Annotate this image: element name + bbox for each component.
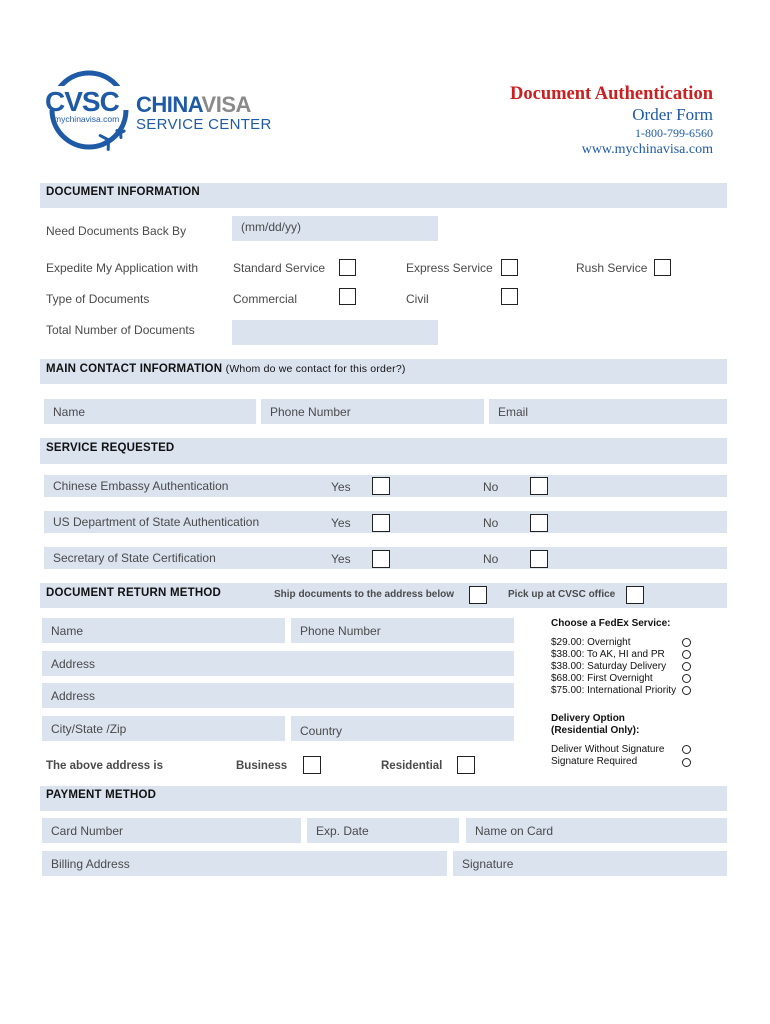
return-country-placeholder: Country — [300, 724, 343, 738]
logo — [42, 68, 292, 158]
contact-name-placeholder: Name — [53, 404, 86, 419]
state-dept-no-checkbox[interactable] — [530, 514, 548, 532]
form-subtitle: Order Form — [632, 105, 713, 124]
secretary-yes-checkbox[interactable] — [372, 550, 390, 568]
doc-info-heading: DOCUMENT INFORMATION — [46, 186, 200, 198]
phone-number: 1-800-799-6560 — [635, 126, 713, 140]
above-address-label: The above address is — [46, 760, 163, 772]
return-city-field[interactable] — [42, 716, 285, 741]
service-yes-label: Yes — [331, 480, 351, 494]
fedex-option-label: $38.00: To AK, HI and PR — [551, 649, 665, 660]
fedex-option-label: $68.00: First Overnight — [551, 673, 653, 684]
back-by-placeholder: (mm/dd/yy) — [241, 220, 301, 234]
logo-subtitle: SERVICE CENTER — [136, 116, 272, 133]
embassy-no-checkbox[interactable] — [530, 477, 548, 495]
secretary-no-checkbox[interactable] — [530, 550, 548, 568]
service-row-label: Secretary of State Certification — [53, 551, 216, 565]
service-no-label: No — [483, 516, 499, 530]
logo-name — [136, 92, 251, 118]
service-yes-label: Yes — [331, 516, 351, 530]
ship-below-label: Ship documents to the address below — [274, 589, 455, 600]
total-documents-label: Total Number of Documents — [46, 323, 195, 337]
delivery-option-subheading: (Residential Only): — [551, 725, 640, 736]
civil-checkbox[interactable] — [501, 288, 518, 305]
return-address2-field[interactable] — [42, 683, 514, 708]
return-phone-field[interactable] — [291, 618, 514, 643]
delivery-option-radio[interactable] — [682, 745, 691, 754]
service-yes-label: Yes — [331, 552, 351, 566]
pickup-label: Pick up at CVSC office — [508, 589, 616, 600]
delivery-option-radio[interactable] — [682, 758, 691, 767]
card-number-placeholder: Card Number — [51, 823, 124, 838]
logo-name-visa: VISA — [201, 92, 251, 117]
delivery-option-heading: Delivery Option — [551, 713, 625, 724]
return-country-field[interactable] — [291, 716, 514, 741]
fedex-option-radio[interactable] — [682, 686, 691, 695]
return-name-placeholder: Name — [51, 623, 84, 638]
business-label: Business — [236, 760, 288, 772]
exp-date-field[interactable] — [307, 818, 459, 843]
name-on-card-field[interactable] — [466, 818, 727, 843]
logo-name-china: CHINA — [136, 92, 202, 117]
contact-phone-field[interactable] — [261, 399, 484, 424]
return-address1-placeholder: Address — [51, 656, 96, 671]
delivery-option-label: Signature Required — [551, 756, 638, 767]
contact-heading — [46, 363, 406, 375]
form-title: Document Authentication — [510, 84, 713, 104]
service-row-label: Chinese Embassy Authentication — [53, 479, 229, 493]
type-of-documents-label: Type of Documents — [46, 292, 150, 306]
fedex-heading: Choose a FedEx Service: — [551, 618, 671, 629]
back-by-field[interactable] — [232, 216, 438, 241]
service-no-label: No — [483, 552, 499, 566]
commercial-checkbox[interactable] — [339, 288, 356, 305]
fedex-option-label: $38.00: Saturday Delivery — [551, 661, 667, 672]
pickup-checkbox[interactable] — [626, 586, 644, 604]
payment-heading: PAYMENT METHOD — [46, 789, 157, 801]
fedex-option-label: $75.00: International Priority — [551, 685, 677, 696]
rush-service-checkbox[interactable] — [654, 259, 671, 276]
logo-url: mychinavisa.com — [54, 114, 120, 124]
exp-date-placeholder: Exp. Date — [316, 823, 369, 838]
express-service-label: Express Service — [406, 261, 493, 275]
civil-label: Civil — [406, 292, 429, 306]
ship-below-checkbox[interactable] — [469, 586, 487, 604]
contact-email-placeholder: Email — [498, 404, 529, 419]
website-link[interactable]: www.mychinavisa.com — [581, 142, 713, 157]
signature-placeholder: Signature — [462, 856, 514, 871]
card-number-field[interactable] — [42, 818, 301, 843]
contact-email-field[interactable] — [489, 399, 727, 424]
contact-name-field[interactable] — [44, 399, 256, 424]
total-documents-field[interactable] — [232, 320, 438, 345]
fedex-option-radio[interactable] — [682, 662, 691, 671]
expedite-label: Expedite My Application with — [46, 261, 199, 275]
name-on-card-placeholder: Name on Card — [475, 823, 554, 838]
business-checkbox[interactable] — [303, 756, 321, 774]
fedex-option-radio[interactable] — [682, 638, 691, 647]
logo-acronym: CVSC — [45, 86, 119, 117]
return-address1-field[interactable] — [42, 651, 514, 676]
residential-label: Residential — [381, 760, 443, 772]
express-service-checkbox[interactable] — [501, 259, 518, 276]
service-no-label: No — [483, 480, 499, 494]
standard-service-checkbox[interactable] — [339, 259, 356, 276]
commercial-label: Commercial — [233, 292, 298, 306]
return-name-field[interactable] — [42, 618, 285, 643]
embassy-yes-checkbox[interactable] — [372, 477, 390, 495]
return-city-placeholder: City/State /Zip — [51, 721, 127, 736]
service-row-label: US Department of State Authentication — [53, 515, 260, 529]
return-phone-placeholder: Phone Number — [300, 623, 381, 638]
contact-heading-text: MAIN CONTACT INFORMATION — [46, 363, 223, 375]
contact-phone-placeholder: Phone Number — [270, 404, 351, 419]
rush-service-label: Rush Service — [576, 261, 648, 275]
billing-address-placeholder: Billing Address — [51, 856, 130, 871]
residential-checkbox[interactable] — [457, 756, 475, 774]
contact-heading-note: (Whom do we contact for this order?) — [225, 363, 406, 375]
return-heading: DOCUMENT RETURN METHOD — [46, 587, 221, 599]
service-heading: SERVICE REQUESTED — [46, 442, 175, 454]
fedex-option-radio[interactable] — [682, 674, 691, 683]
fedex-option-radio[interactable] — [682, 650, 691, 659]
signature-field[interactable] — [453, 851, 727, 876]
standard-service-label: Standard Service — [233, 261, 326, 275]
billing-address-field[interactable] — [42, 851, 447, 876]
back-by-label: Need Documents Back By — [46, 224, 187, 238]
return-address2-placeholder: Address — [51, 688, 96, 703]
fedex-option-label: $29.00: Overnight — [551, 637, 631, 648]
delivery-option-label: Deliver Without Signature — [551, 744, 665, 755]
state-dept-yes-checkbox[interactable] — [372, 514, 390, 532]
